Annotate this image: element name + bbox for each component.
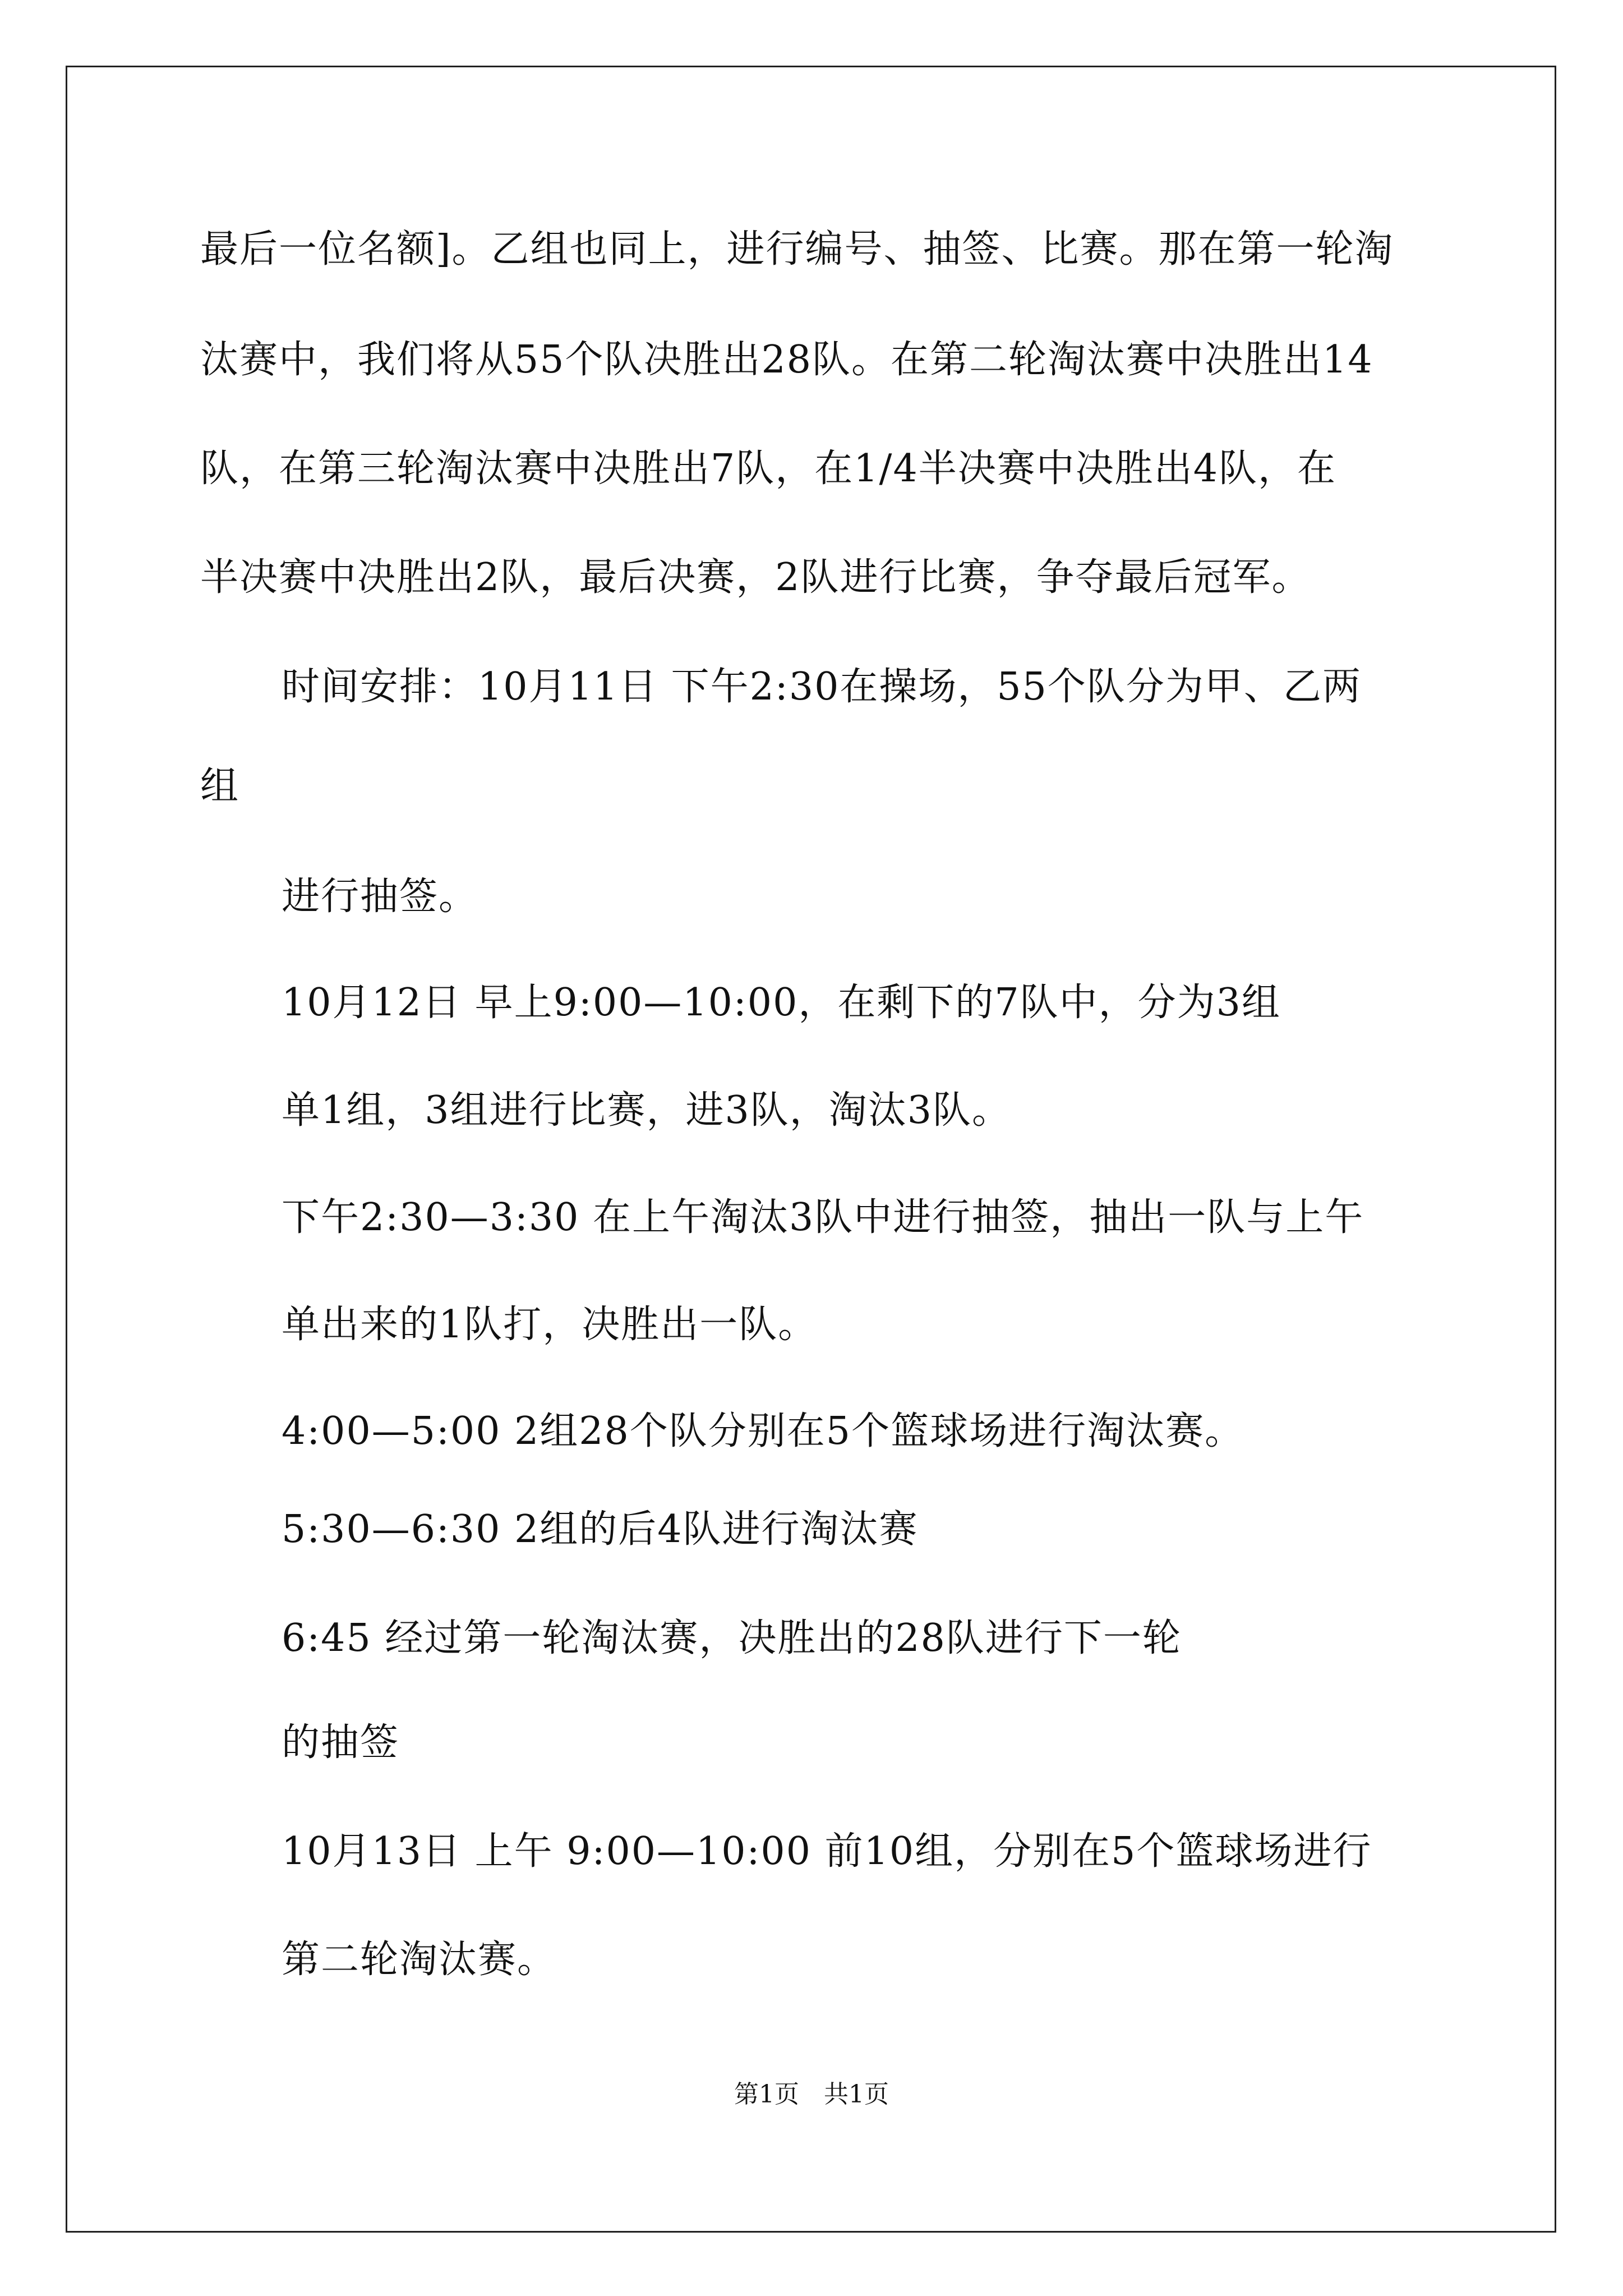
body-line-14: 6:45 经过第一轮淘汰赛，决胜出的28队进行下一轮 <box>282 1616 1182 1660</box>
body-line-5: 时间安排：10月11日 下午2:30在操场，55个队分为甲、乙两 <box>282 665 1362 709</box>
body-line-4: 半决赛中决胜出2队，最后决赛，2队进行比赛，争夺最后冠军。 <box>200 555 1311 600</box>
body-line-1: 最后一位名额]。乙组也同上，进行编号、抽签、比赛。那在第一轮淘 <box>200 227 1394 272</box>
body-line-13: 5:30—6:30 2组的后4队进行淘汰赛 <box>282 1507 919 1552</box>
body-line-7: 进行抽签。 <box>282 875 478 919</box>
body-line-16: 10月13日 上午 9:00—10:00 前10组，分别在5个篮球场进行 <box>282 1829 1372 1874</box>
page-footer: 第1页 共1页 <box>734 2080 889 2109</box>
body-line-6: 组 <box>200 764 240 808</box>
body-line-9: 单1组，3组进行比赛，进3队，淘汰3队。 <box>282 1088 1012 1133</box>
body-line-17: 第二轮淘汰赛。 <box>282 1938 557 1982</box>
body-line-8: 10月12日 早上9:00—10:00，在剩下的7队中，分为3组 <box>282 981 1281 1025</box>
body-line-12: 4:00—5:00 2组28个队分别在5个篮球场进行淘汰赛。 <box>282 1409 1244 1453</box>
page-border <box>66 66 1556 2233</box>
body-line-15: 的抽签 <box>282 1720 400 1765</box>
body-line-2: 汰赛中，我们将从55个队决胜出28队。在第二轮淘汰赛中决胜出14 <box>200 338 1373 382</box>
body-line-10: 下午2:30—3:30 在上午淘汰3队中进行抽签，抽出一队与上午 <box>282 1195 1364 1240</box>
body-line-11: 单出来的1队打，决胜出一队。 <box>282 1303 818 1347</box>
body-line-3: 队，在第三轮淘汰赛中决胜出7队，在1/4半决赛中决胜出4队，在 <box>200 447 1336 491</box>
